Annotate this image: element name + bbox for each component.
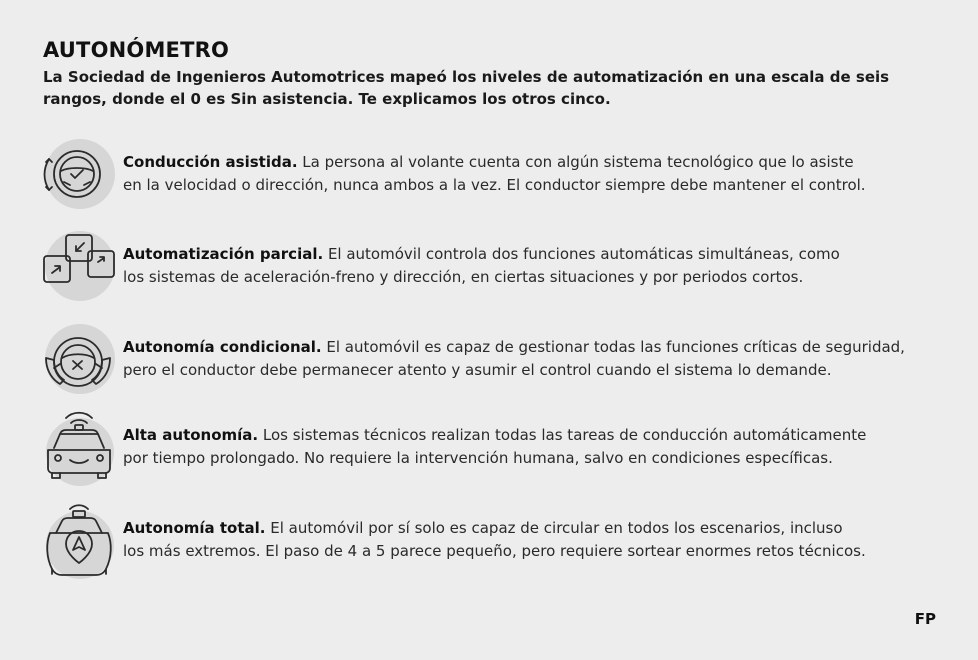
- level-text-line1: La persona al volante cuenta con algún sistema tecnológico que lo asiste: [297, 153, 854, 171]
- level-description: [123, 243, 933, 289]
- level-text-line1: El automóvil es capaz de gestionar todas las funciones críticas de seguridad,: [321, 338, 905, 356]
- level-description: [123, 424, 933, 470]
- level-lead: Autonomía total.: [123, 519, 266, 537]
- level-text-line2: los sistemas de aceleración-freno y dirección, en ciertas situaciones y por periodos cortos.: [123, 268, 804, 286]
- level-text-line2: en la velocidad o dirección, nunca ambos a la vez. El conductor siempre debe mantener el control.: [123, 176, 866, 194]
- steering-wheel-hands-off-icon: [40, 137, 118, 215]
- level-lead: Autonomía condicional.: [123, 338, 322, 356]
- level-text-line1: El automóvil controla dos funciones automáticas simultáneas, como: [323, 245, 840, 263]
- level-item-assisted: [40, 137, 940, 215]
- level-text-line1: El automóvil por sí solo es capaz de circular en todos los escenarios, incluso: [265, 519, 843, 537]
- level-item-full: [40, 503, 940, 581]
- level-description: [123, 517, 933, 563]
- level-lead: Conducción asistida.: [123, 153, 298, 171]
- connected-car-icon: [40, 410, 118, 488]
- page-title: AUTONÓMETRO: [43, 38, 230, 62]
- source-credit: FP: [914, 610, 936, 628]
- level-description: [123, 336, 933, 382]
- page-subtitle: La Sociedad de Ingenieros Automotrices mapeó los niveles de automatización en una escala de seis rangos, donde el 0 es Sin asistencia. Te explicamos los otros cinco.: [43, 68, 890, 108]
- level-description: [123, 151, 933, 197]
- level-item-high: [40, 410, 940, 488]
- level-item-conditional: [40, 322, 940, 400]
- level-text-line2: pero el conductor debe permanecer atento y asumir el control cuando el sistema lo demande.: [123, 361, 832, 379]
- level-item-partial: [40, 229, 940, 307]
- level-lead: Alta autonomía.: [123, 426, 259, 444]
- level-lead: Automatización parcial.: [123, 245, 324, 263]
- car-navigation-icon: [40, 503, 118, 581]
- steering-wheel-hands-icon: [40, 322, 118, 400]
- level-text-line2: por tiempo prolongado. No requiere la intervención humana, salvo en condiciones específicas.: [123, 449, 833, 467]
- dual-controls-icon: [40, 229, 118, 307]
- level-text-line1: Los sistemas técnicos realizan todas las tareas de conducción automáticamente: [258, 426, 867, 444]
- level-text-line2: los más extremos. El paso de 4 a 5 parece pequeño, pero requiere sortear enormes retos técnicos.: [123, 542, 866, 560]
